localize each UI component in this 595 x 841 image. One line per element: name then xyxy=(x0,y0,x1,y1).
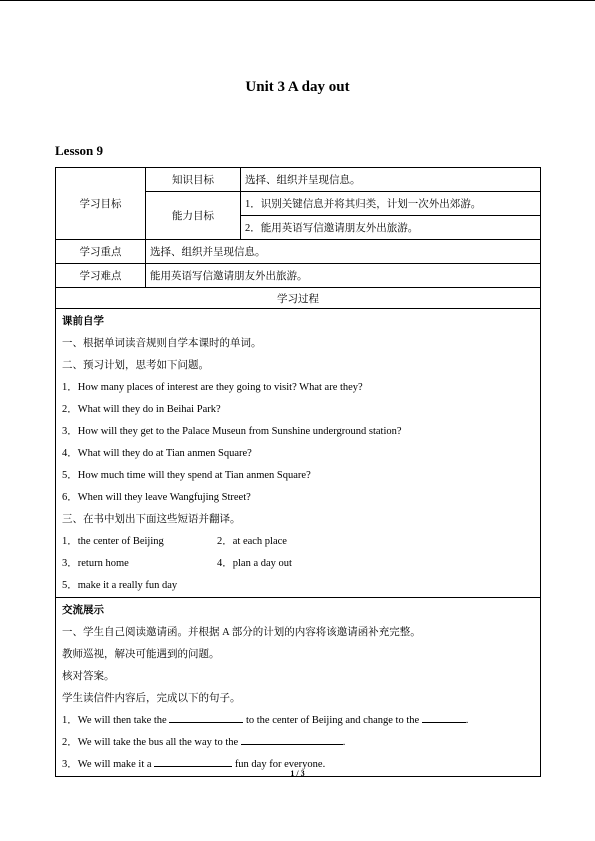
ability-item: 2．能用英语写信邀请朋友外出旅游。 xyxy=(241,216,541,240)
answer-blank[interactable] xyxy=(169,710,243,723)
phrase-row xyxy=(62,531,534,553)
knowledge-label: 知识目标 xyxy=(146,168,241,192)
ability-item: 1．识别关键信息并将其归类，计划一次外出郊游。 xyxy=(241,192,541,216)
share-heading: 交流展示 xyxy=(62,605,104,616)
difficult-points-text: 能用英语写信邀请朋友外出旅游。 xyxy=(146,264,541,288)
answer-blank[interactable] xyxy=(422,710,466,723)
objectives-row-knowledge xyxy=(56,168,541,192)
preview-step: 三、在书中划出下面这些短语并翻译。 xyxy=(62,514,241,525)
preview-question: 1．How many places of interest are they going to visit? What are they? xyxy=(62,382,363,393)
answer-blank[interactable] xyxy=(154,754,232,767)
preview-section xyxy=(56,309,541,598)
top-rule xyxy=(0,0,595,1)
objectives-label: 学习目标 xyxy=(56,168,146,240)
lesson-heading: Lesson 9 xyxy=(55,143,104,158)
share-instruction: 一、学生自己阅读邀请函。并根据 A 部分的计划的内容将该邀请函补充完整。 xyxy=(62,627,421,638)
key-points-label: 学习重点 xyxy=(56,240,146,264)
fill-in-sentence: 3．We will make it a fun day for everyone. xyxy=(62,754,534,776)
preview-question: 5．How much time will they spend at Tian anmen Square? xyxy=(62,470,311,481)
phrase-item: 5．make it a really fun day xyxy=(62,580,178,591)
difficult-points-label: 学习难点 xyxy=(56,264,146,288)
difficult-points-row xyxy=(56,264,541,288)
page-number: 1 / 3 xyxy=(290,769,305,778)
preview-step: 二、预习计划，思考如下问题。 xyxy=(62,360,209,371)
preview-question: 6．When will they leave Wangfujing Street? xyxy=(62,492,251,503)
page-title: Unit 3 A day out xyxy=(245,79,350,95)
key-points-text: 选择、组织并呈现信息。 xyxy=(146,240,541,264)
phrase-item: 4．plan a day out xyxy=(217,558,292,569)
preview-question: 2．What will they do in Beihai Park? xyxy=(62,404,221,415)
fill-in-sentence: 1．We will then take the to the center of Beijing and change to the . xyxy=(62,710,534,732)
preview-question: 3．How will they get to the Palace Museun from Sunshine underground station? xyxy=(62,426,402,437)
preview-question: 4．What will they do at Tian anmen Square? xyxy=(62,448,252,459)
key-points-row xyxy=(56,240,541,264)
study-plan-table xyxy=(55,167,541,777)
phrase-item: 2．at each place xyxy=(217,536,287,547)
answer-blank[interactable] xyxy=(241,732,343,745)
knowledge-text: 选择、组织并呈现信息。 xyxy=(241,168,541,192)
phrase-row xyxy=(62,553,534,575)
fill-in-sentence: 2．We will take the bus all the way to the . xyxy=(62,732,534,754)
preview-step: 一、根据单词读音规则自学本课时的单词。 xyxy=(62,338,262,349)
ability-label: 能力目标 xyxy=(146,192,241,240)
process-header: 学习过程 xyxy=(56,288,541,309)
share-instruction: 学生读信件内容后，完成以下的句子。 xyxy=(62,693,241,704)
phrase-item: 1．the center of Beijing xyxy=(62,536,164,547)
share-section xyxy=(56,598,541,777)
process-header-row xyxy=(56,288,541,309)
preview-heading: 课前自学 xyxy=(62,316,104,327)
share-instruction: 核对答案。 xyxy=(62,671,115,682)
share-instruction: 教师巡视，解决可能遇到的问题。 xyxy=(62,649,220,660)
phrase-item: 3．return home xyxy=(62,558,129,569)
